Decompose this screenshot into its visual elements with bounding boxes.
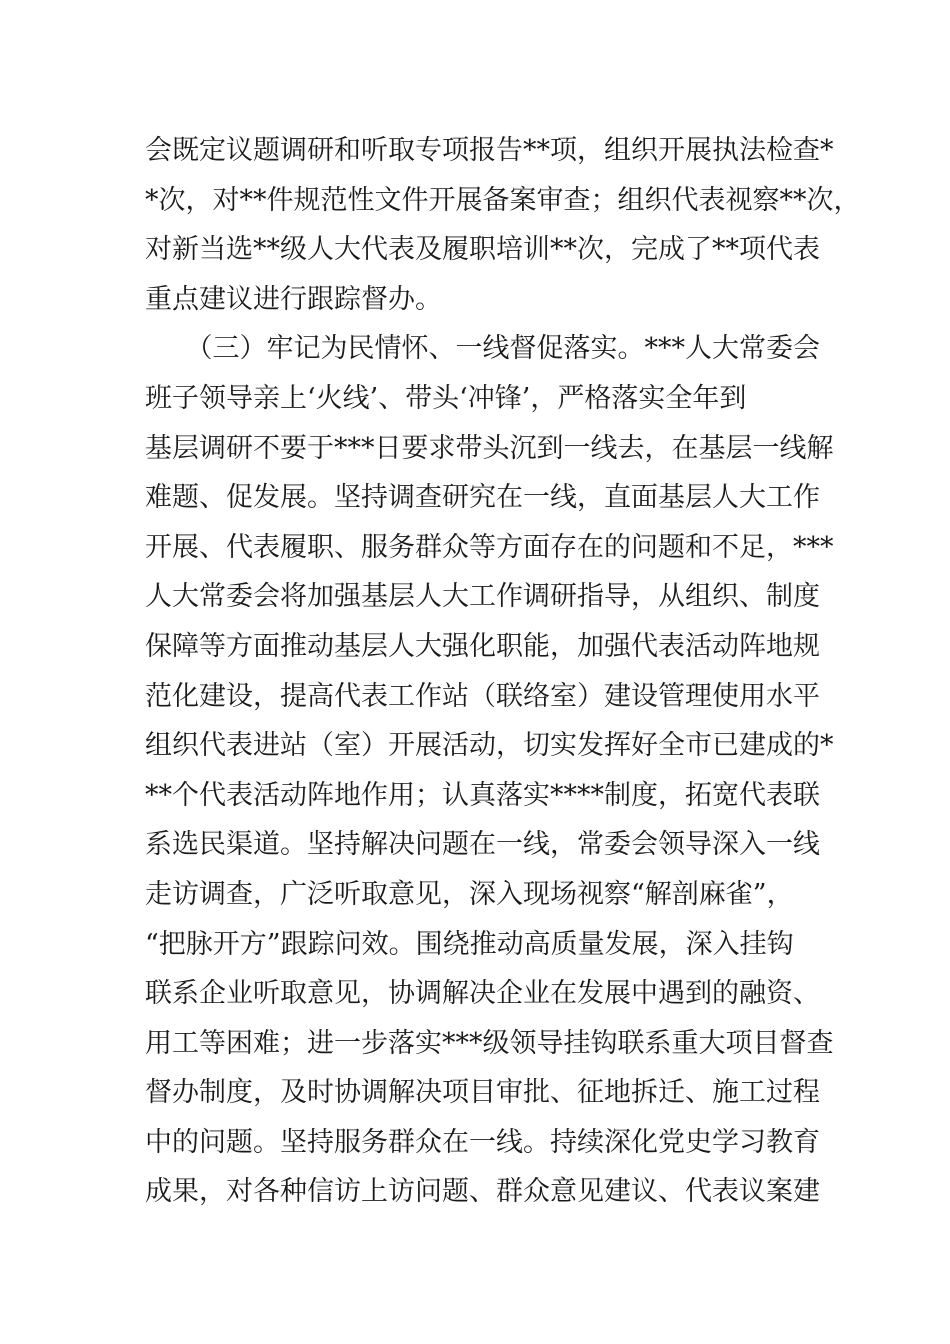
text-line: *次，对**件规范性文件开展备案审查；组织代表视察**次， bbox=[145, 184, 861, 216]
text-line: 对新当选**级人大代表及履职培训**次，完成了**项代表 bbox=[145, 234, 820, 266]
text-line: 开展、代表履职、服务群众等方面存在的问题和不足，*** bbox=[145, 531, 834, 563]
text-line: 基层调研不要于***日要求带头沉到一线去，在基层一线解 bbox=[145, 432, 834, 464]
text-line: 班子领导亲上‘火线’、带头‘冲锋’，严格落实全年到 bbox=[145, 382, 747, 414]
body-text bbox=[145, 126, 861, 1217]
text-line: 重点建议进行跟踪督办。 bbox=[145, 283, 442, 315]
text-line: 难题、促发展。坚持调查研究在一线，直面基层人大工作 bbox=[145, 482, 820, 514]
text-line: 组织代表进站（室）开展活动，切实发挥好全市已建成的* bbox=[145, 730, 834, 762]
text-line: 联系企业听取意见，协调解决企业在发展中遇到的融资、 bbox=[145, 978, 820, 1010]
text-line: 成果，对各种信访上访问题、群众意见建议、代表议案建 bbox=[145, 1176, 820, 1208]
text-line: 中的问题。坚持服务群众在一线。持续深化党史学习教育 bbox=[145, 1126, 820, 1158]
text-line: **个代表活动阵地作用；认真落实****制度，拓宽代表联 bbox=[145, 779, 820, 811]
section-heading-line: （三）牢记为民情怀、一线督促落实。***人大常委会 bbox=[145, 333, 820, 365]
text-line: 用工等困难；进一步落实***级领导挂钩联系重大项目督查 bbox=[145, 1027, 834, 1059]
text-line: 保障等方面推动基层人大强化职能，加强代表活动阵地规 bbox=[145, 630, 820, 662]
text-line: 系选民渠道。坚持解决问题在一线，常委会领导深入一线 bbox=[145, 829, 820, 861]
text-line: 会既定议题调研和听取专项报告**项，组织开展执法检查* bbox=[145, 135, 834, 166]
text-line: 范化建设，提高代表工作站（联络室）建设管理使用水平 bbox=[145, 680, 820, 712]
text-line: 人大常委会将加强基层人大工作调研指导，从组织、制度 bbox=[145, 581, 820, 613]
text-line: 走访调查，广泛听取意见，深入现场视察“解剖麻雀”， bbox=[145, 878, 794, 910]
text-line: “把脉开方”跟踪问效。围绕推动高质量发展，深入挂钩 bbox=[145, 928, 794, 960]
text-line: 督办制度，及时协调解决项目审批、征地拆迁、施工过程 bbox=[145, 1077, 820, 1109]
